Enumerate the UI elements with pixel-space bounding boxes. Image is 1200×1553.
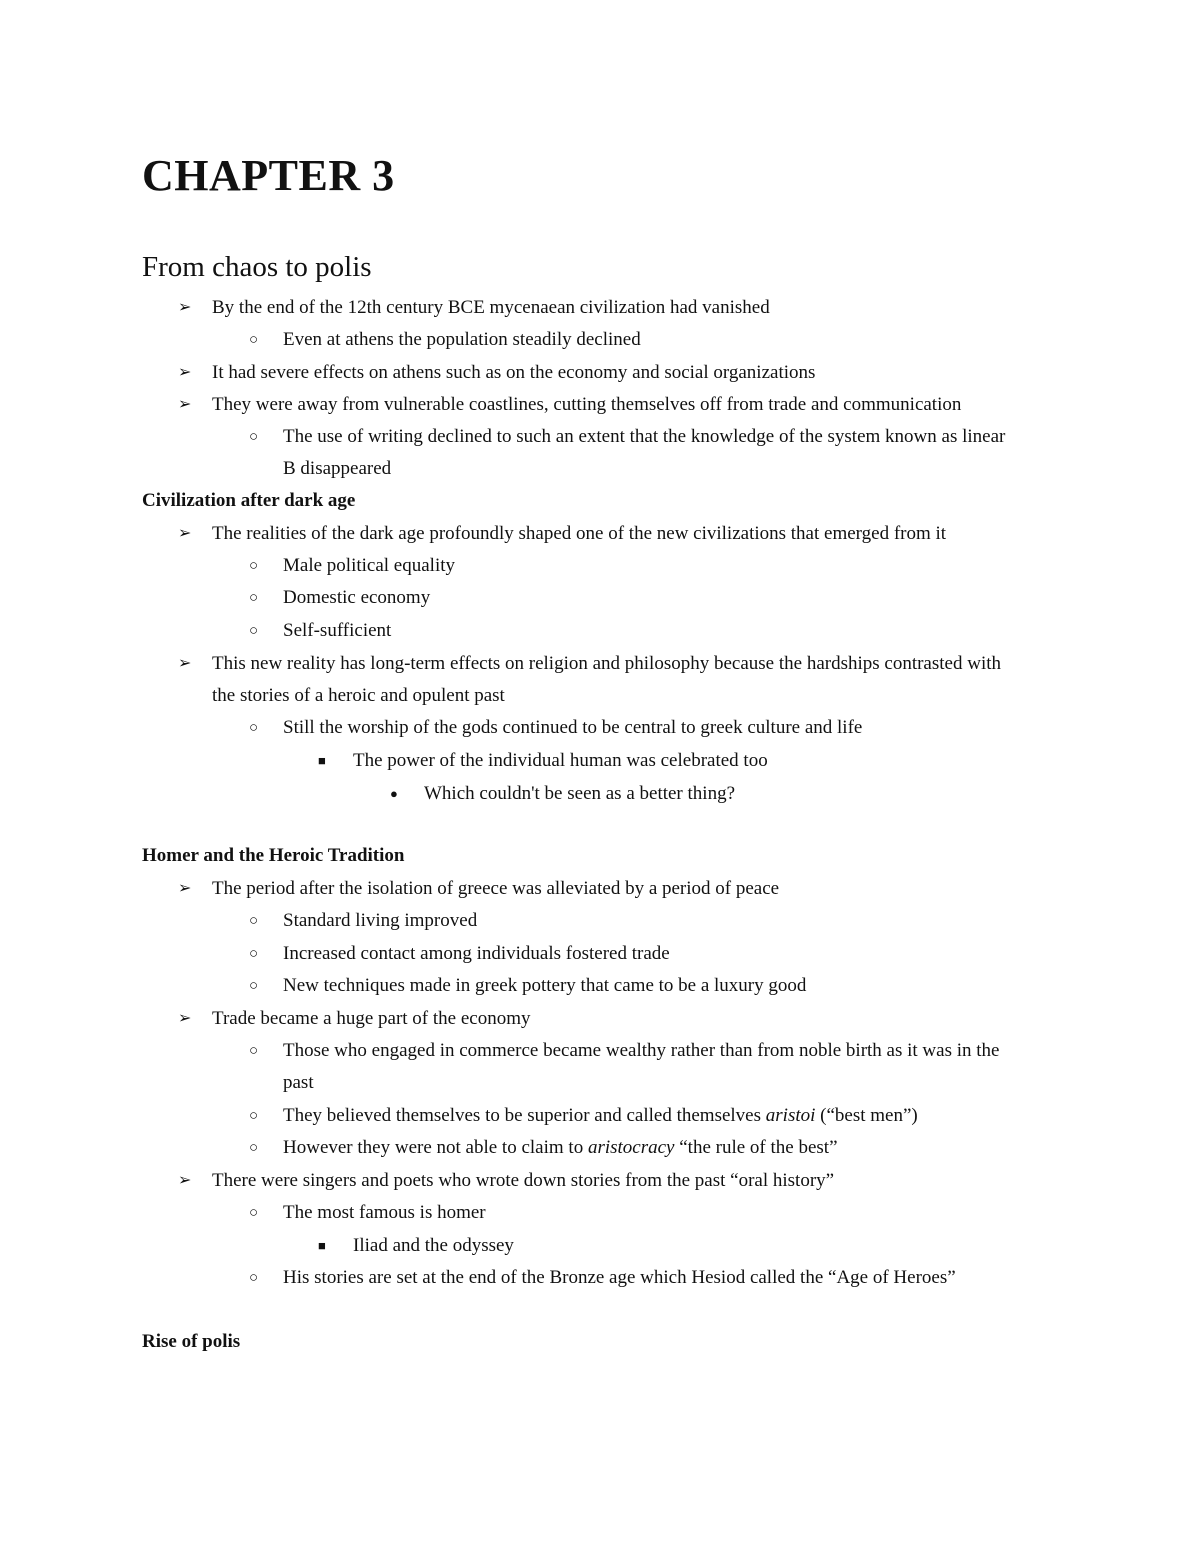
list-item: Increased contact among individuals fostered trade — [283, 943, 670, 964]
list-item-text: However they were not able to claim to — [283, 1137, 588, 1158]
list-item: The realities of the dark age profoundly shaped one of the new civilizations that emerged from it — [212, 523, 947, 544]
list-item — [283, 1132, 838, 1164]
circle-bullet-icon: ○ — [249, 1140, 259, 1156]
list-item-continuation: the stories of a heroic and opulent past — [212, 685, 505, 706]
list-item: Still the worship of the gods continued to be central to greek culture and life — [283, 717, 863, 738]
chapter-title: CHAPTER 3 — [142, 151, 395, 200]
section-title-chaos-to-polis: From chaos to polis — [142, 251, 372, 283]
circle-bullet-icon: ○ — [249, 332, 259, 348]
list-item-continuation: B disappeared — [283, 458, 392, 479]
circle-bullet-icon: ○ — [249, 623, 259, 639]
list-item: The period after the isolation of greece was alleviated by a period of peace — [212, 878, 780, 899]
list-item: His stories are set at the end of the Bronze age which Hesiod called the “Age of Heroes” — [283, 1267, 956, 1288]
dot-bullet-icon: ● — [390, 786, 398, 801]
square-bullet-icon: ■ — [318, 1238, 326, 1253]
circle-bullet-icon: ○ — [249, 1270, 259, 1286]
arrow-bullet-icon: ➢ — [178, 655, 192, 672]
circle-bullet-icon: ○ — [249, 1043, 259, 1059]
list-item-continuation: past — [283, 1072, 314, 1093]
arrow-bullet-icon: ➢ — [178, 1172, 192, 1189]
list-item — [283, 1100, 918, 1132]
circle-bullet-icon: ○ — [249, 978, 259, 994]
list-item: There were singers and poets who wrote down stories from the past “oral history” — [212, 1170, 835, 1191]
circle-bullet-icon: ○ — [249, 429, 259, 445]
section-heading-homer: Homer and the Heroic Tradition — [142, 845, 405, 866]
list-item: Which couldn't be seen as a better thing? — [424, 783, 736, 804]
term-aristoi: aristoi — [765, 1105, 816, 1126]
list-item: By the end of the 12th century BCE mycenaean civilization had vanished — [212, 297, 770, 318]
circle-bullet-icon: ○ — [249, 913, 259, 929]
list-item: Male political equality — [283, 555, 456, 576]
list-item: The power of the individual human was celebrated too — [353, 750, 768, 771]
arrow-bullet-icon: ➢ — [178, 396, 192, 413]
arrow-bullet-icon: ➢ — [178, 880, 192, 897]
list-item-text: They believed themselves to be superior and called themselves — [283, 1105, 766, 1126]
list-item: Those who engaged in commerce became wealthy rather than from noble birth as it was in the — [283, 1040, 1000, 1061]
arrow-bullet-icon: ➢ — [178, 364, 192, 381]
list-item: Trade became a huge part of the economy — [212, 1008, 531, 1029]
square-bullet-icon: ■ — [318, 753, 326, 768]
list-item-text: (“best men”) — [815, 1105, 918, 1126]
list-item: Even at athens the population steadily declined — [283, 329, 641, 350]
list-item: Self-sufficient — [283, 620, 392, 641]
circle-bullet-icon: ○ — [249, 1205, 259, 1221]
circle-bullet-icon: ○ — [249, 1108, 259, 1124]
arrow-bullet-icon: ➢ — [178, 1010, 192, 1027]
section-heading-rise-of-polis: Rise of polis — [142, 1331, 241, 1352]
list-item: Iliad and the odyssey — [353, 1235, 514, 1256]
circle-bullet-icon: ○ — [249, 558, 259, 574]
arrow-bullet-icon: ➢ — [178, 299, 192, 316]
list-item: Domestic economy — [283, 587, 431, 608]
list-item: They were away from vulnerable coastlines, cutting themselves off from trade and communication — [212, 394, 962, 415]
list-item: Standard living improved — [283, 910, 478, 931]
term-aristocracy: aristocracy — [587, 1137, 675, 1158]
list-item: The use of writing declined to such an extent that the knowledge of the system known as linear — [283, 426, 1006, 447]
circle-bullet-icon: ○ — [249, 590, 259, 606]
list-item: New techniques made in greek pottery that came to be a luxury good — [283, 975, 807, 996]
list-item: This new reality has long-term effects on religion and philosophy because the hardships contrasted with — [212, 653, 1002, 674]
circle-bullet-icon: ○ — [249, 720, 259, 736]
arrow-bullet-icon: ➢ — [178, 525, 192, 542]
list-item-text: “the rule of the best” — [674, 1137, 838, 1158]
list-item: It had severe effects on athens such as on the economy and social organizations — [212, 362, 816, 383]
section-heading-civilization: Civilization after dark age — [142, 490, 356, 511]
circle-bullet-icon: ○ — [249, 946, 259, 962]
list-item: The most famous is homer — [283, 1202, 486, 1223]
